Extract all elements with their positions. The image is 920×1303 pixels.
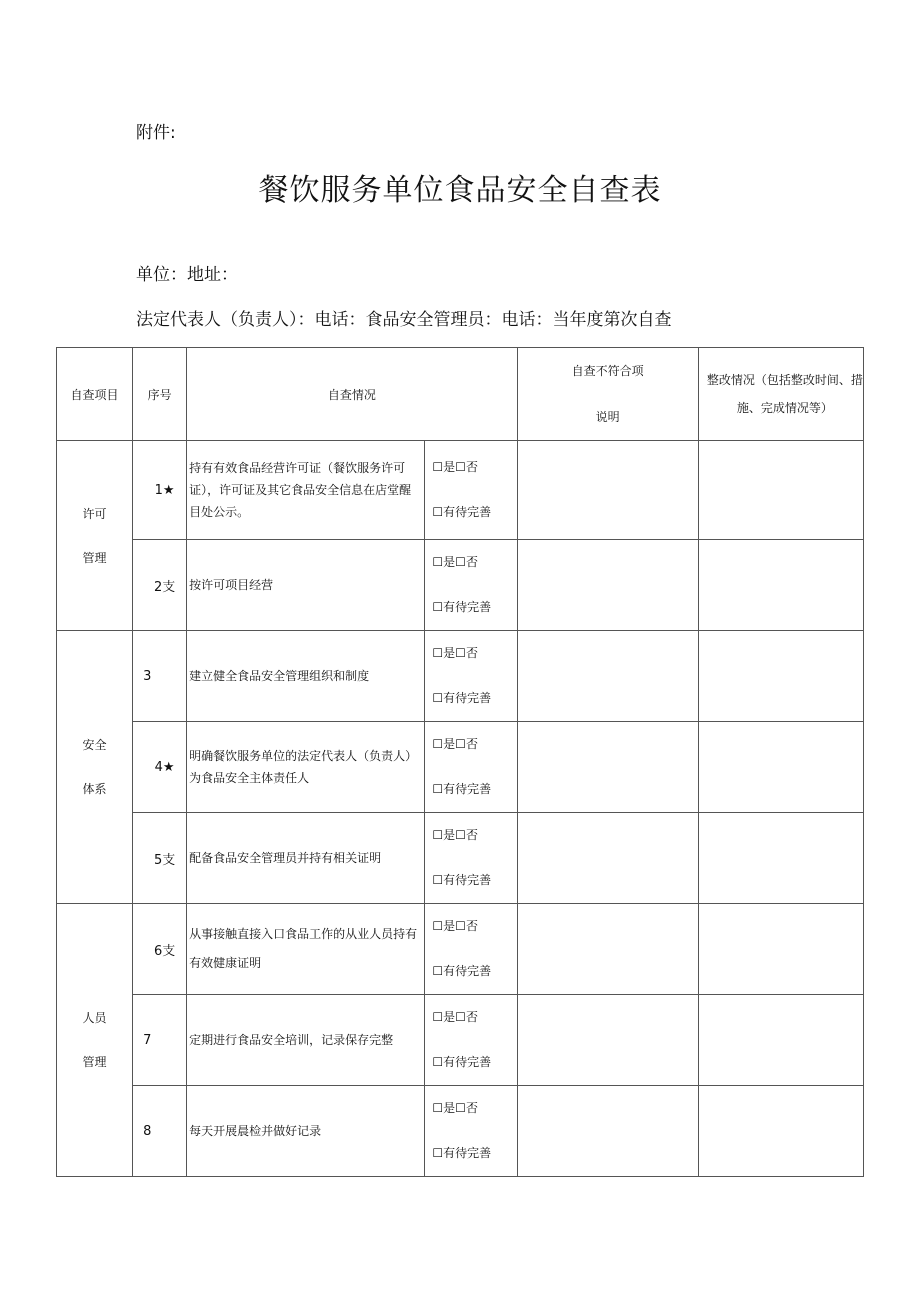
row-number: 7 — [133, 995, 187, 1086]
row-options[interactable] — [425, 722, 517, 813]
category-line: 管理 — [82, 1055, 107, 1069]
table-row — [57, 631, 864, 722]
yes-no-checkbox[interactable]: ☐是☐否 — [432, 919, 478, 933]
row-description: 从事接触直接入口食品工作的从业人员持有有效健康证明 — [187, 904, 425, 995]
yes-no-checkbox[interactable]: ☐是☐否 — [432, 555, 478, 569]
fix-cell[interactable] — [698, 540, 863, 631]
needs-improvement-checkbox[interactable]: ☐有待完善 — [432, 873, 492, 887]
row-description: 明确餐饮服务单位的法定代表人（负责人）为食品安全主体责任人 — [187, 722, 425, 813]
category-line: 管理 — [82, 550, 107, 565]
row-number: 8 — [133, 1086, 187, 1177]
table-row — [57, 1086, 864, 1177]
needs-improvement-checkbox[interactable]: ☐有待完善 — [432, 1055, 492, 1069]
fix-cell[interactable] — [698, 995, 863, 1086]
fix-cell[interactable] — [698, 904, 863, 995]
category-personnel — [57, 904, 133, 1177]
table-header-row — [57, 348, 864, 441]
needs-improvement-checkbox[interactable]: ☐有待完善 — [432, 505, 492, 519]
header-situation: 自查情况 — [187, 348, 517, 441]
category-license — [57, 441, 133, 631]
row-number: 2支 — [133, 540, 187, 631]
category-line: 安全 — [82, 738, 107, 752]
note-cell[interactable] — [517, 904, 698, 995]
row-options[interactable] — [425, 441, 517, 540]
header-note-line1: 自查不符合项 — [571, 364, 644, 378]
row-description: 每天开展晨检并做好记录 — [187, 1086, 425, 1177]
fix-cell[interactable] — [698, 1086, 863, 1177]
row-options[interactable] — [425, 995, 517, 1086]
note-cell[interactable] — [517, 540, 698, 631]
table-row — [57, 540, 864, 631]
note-cell[interactable] — [517, 722, 698, 813]
row-description: 配备食品安全管理员并持有相关证明 — [187, 813, 425, 904]
header-number: 序号 — [133, 348, 187, 441]
table-row — [57, 904, 864, 995]
note-cell[interactable] — [517, 1086, 698, 1177]
row-description: 按许可项目经营 — [187, 540, 425, 631]
row-options[interactable] — [425, 904, 517, 995]
note-cell[interactable] — [517, 441, 698, 540]
row-description: 持有有效食品经营许可证（餐饮服务许可证），许可证及其它食品安全信息在店堂醒目处公示。 — [187, 441, 425, 540]
needs-improvement-checkbox[interactable]: ☐有待完善 — [432, 1146, 492, 1160]
table-row — [57, 722, 864, 813]
category-line: 体系 — [82, 782, 107, 796]
row-number: 6支 — [133, 904, 187, 995]
note-cell[interactable] — [517, 631, 698, 722]
category-line: 许可 — [82, 506, 107, 521]
note-cell[interactable] — [517, 813, 698, 904]
needs-improvement-checkbox[interactable]: ☐有待完善 — [432, 600, 492, 614]
row-number: 1★ — [133, 441, 187, 540]
unit-address-line: 单位：地址： — [136, 265, 238, 285]
fix-cell[interactable] — [698, 813, 863, 904]
row-description: 定期进行食品安全培训，记录保存完整 — [187, 995, 425, 1086]
header-note-line2: 说明 — [595, 410, 620, 424]
yes-no-checkbox[interactable]: ☐是☐否 — [432, 1010, 478, 1024]
fix-cell[interactable] — [698, 631, 863, 722]
fix-cell[interactable] — [698, 722, 863, 813]
header-note — [517, 348, 698, 441]
table-row — [57, 441, 864, 540]
table-row — [57, 813, 864, 904]
header-fix: 整改情况（包括整改时间、措施、完成情况等） — [698, 348, 863, 441]
row-options[interactable] — [425, 540, 517, 631]
category-line: 人员 — [82, 1011, 107, 1025]
needs-improvement-checkbox[interactable]: ☐有待完善 — [432, 691, 492, 705]
yes-no-checkbox[interactable]: ☐是☐否 — [432, 1101, 478, 1115]
self-check-table — [56, 347, 864, 1177]
row-description: 建立健全食品安全管理组织和制度 — [187, 631, 425, 722]
representative-contact-line: 法定代表人（负责人）：电话：食品安全管理员：电话：当年度第次自查 — [136, 310, 672, 330]
needs-improvement-checkbox[interactable]: ☐有待完善 — [432, 782, 492, 796]
table-row — [57, 995, 864, 1086]
yes-no-checkbox[interactable]: ☐是☐否 — [432, 737, 478, 751]
yes-no-checkbox[interactable]: ☐是☐否 — [432, 828, 478, 842]
row-number: 4★ — [133, 722, 187, 813]
attachment-label: 附件: — [136, 123, 176, 143]
row-number: 3 — [133, 631, 187, 722]
row-number: 5支 — [133, 813, 187, 904]
fix-cell[interactable] — [698, 441, 863, 540]
document-title: 餐饮服务单位食品安全自查表 — [258, 173, 662, 208]
row-options[interactable] — [425, 813, 517, 904]
needs-improvement-checkbox[interactable]: ☐有待完善 — [432, 964, 492, 978]
yes-no-checkbox[interactable]: ☐是☐否 — [432, 646, 478, 660]
header-category: 自查项目 — [57, 348, 133, 441]
yes-no-checkbox[interactable]: ☐是☐否 — [432, 460, 478, 474]
row-options[interactable] — [425, 631, 517, 722]
row-options[interactable] — [425, 1086, 517, 1177]
category-safety-system — [57, 631, 133, 904]
note-cell[interactable] — [517, 995, 698, 1086]
